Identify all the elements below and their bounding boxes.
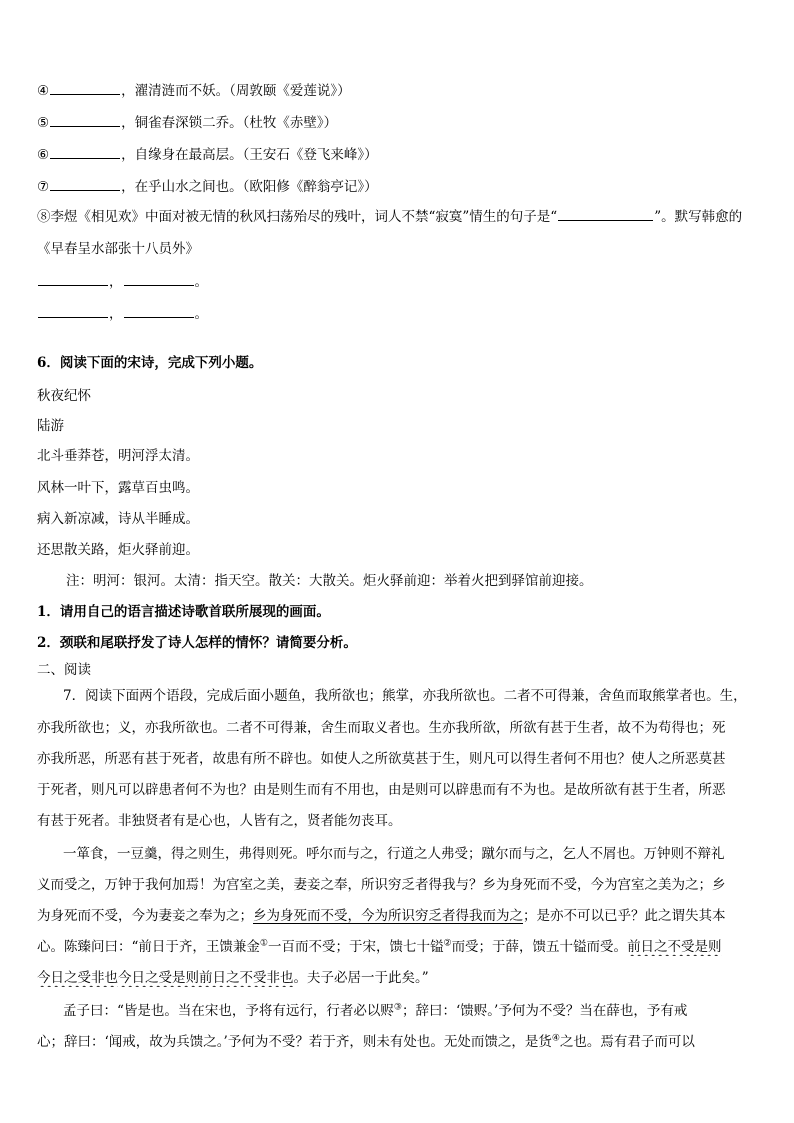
passage-line: 亦我所恶，所恶有甚于死者，故患有所不辟也。如使人之所欲莫甚于生，则凡可以得生者何不用也？使人之所恶莫甚	[37, 751, 726, 767]
passage-line: 义而受之，万钟于我何加焉！为宫室之美，妻妾之奉，所识穷乏者得我与？乡为身死而不受，今为宫室之美为之；乡	[37, 877, 726, 893]
passage-text: ；辞曰：‘馈赆。’予何为不受？当在薛也，予有戒	[401, 1003, 688, 1019]
poem-note: 注：明河：银河。太清：指天空。散关：大散关。炬火驿前迎：举着火把到驿馆前迎接。	[66, 573, 593, 589]
answer-blank[interactable]	[50, 114, 120, 127]
poem-line: 风林一叶下，露草百虫鸣。	[37, 480, 199, 496]
section-heading: 二、阅读	[37, 662, 91, 678]
item-text: ，自缘身在最高层。（王安石《登飞来峰》）	[121, 147, 378, 163]
poem-line: 病入新凉减，诗从半睡成。	[37, 511, 199, 527]
item-number: ⑥	[37, 147, 50, 163]
passage-line: 亦我所欲也；义，亦我所欲也。二者不可得兼，舍生而取义者也。生亦我所欲，所欲有甚于生者，故不为苟得也；死	[37, 720, 726, 736]
passage-text: 一百而不受；于宋，馈七十镒	[267, 939, 444, 955]
wavy-underlined-sentence: 前日之不受是则	[627, 939, 722, 955]
item-number: ④	[37, 83, 50, 99]
item-text: ，铜雀春深锁二乔。（杜牧《赤壁》）	[121, 115, 338, 131]
poet-name: 陆游	[37, 418, 64, 434]
footnote-marker: ②	[443, 938, 452, 949]
answer-blank[interactable]	[50, 82, 120, 95]
poem-title: 秋夜纪怀	[37, 388, 91, 404]
answer-blank[interactable]	[38, 305, 108, 318]
passage-text: 为身死而不受，今为妻妾之奉为之；	[37, 908, 253, 924]
item-5	[37, 114, 762, 132]
item-text: ，濯清涟而不妖。（周敦颐《爱莲说》）	[121, 83, 351, 99]
passage-text: 心。陈臻问曰：“前日于齐，王馈兼金	[37, 939, 260, 955]
answer-line-1	[37, 273, 762, 291]
answer-blank[interactable]	[124, 273, 194, 286]
wavy-underlined-sentence: 今日之受是则前日之不受非也	[118, 970, 294, 986]
passage-line: 有甚于死者。非独贤者有是心也，人皆有之，贤者能勿丧耳。	[37, 813, 402, 829]
answer-blank[interactable]	[124, 305, 194, 318]
answer-blank[interactable]	[50, 146, 120, 159]
item-number: ⑦	[37, 179, 50, 195]
poem-line: 北斗垂莽苍，明河浮太清。	[37, 448, 199, 464]
answer-blank[interactable]	[38, 273, 108, 286]
item-4	[37, 82, 762, 100]
passage-line: 于死者，则凡可以辟患者何不为也？由是则生而有不用也，由是则可以辟患而有不为也。是故所欲有甚于生者，所恶	[37, 782, 726, 798]
passage-text: ；是亦不可以已乎？此之谓失其本	[523, 908, 726, 924]
passage-line	[37, 1033, 762, 1051]
passage-text: 之也。焉有君子而可以	[559, 1034, 695, 1050]
footnote-marker: ③	[393, 1002, 402, 1013]
passage-text: 而受；于薛，馈五十镒而受。	[451, 939, 628, 955]
separator: ，	[109, 274, 123, 290]
sub-question-2: 2．颈联和尾联抒发了诗人怎样的情怀？请简要分析。	[37, 635, 357, 651]
item-text: ，在乎山水之间也。（欧阳修《醉翁亭记》）	[121, 179, 378, 195]
item-8-line-2	[37, 240, 762, 258]
answer-blank[interactable]	[50, 178, 120, 191]
item-text: ”。默写韩愈的	[654, 209, 743, 225]
poem-line: 还思散关路，炬火驿前迎。	[37, 542, 199, 558]
passage-line	[37, 969, 762, 987]
item-number: ⑤	[37, 115, 50, 131]
period: 。	[194, 274, 208, 290]
wavy-underlined-sentence: 今日之受非也	[37, 970, 118, 986]
answer-blank[interactable]	[558, 208, 653, 221]
passage-line: 7．阅读下面两个语段，完成后面小题鱼，我所欲也；熊掌，亦我所欲也。二者不可得兼，舍鱼而取熊掌者也。生，	[63, 688, 747, 704]
answer-line-2	[37, 305, 762, 323]
item-8-line-1	[37, 208, 762, 226]
passage-text: 心；辞曰：‘闻戒，故为兵馈之。’予何为不受？若于齐，则未有处也。无处而馈之，是货	[37, 1034, 552, 1050]
separator: ，	[109, 306, 123, 322]
footnote-marker: ①	[259, 938, 268, 949]
item-7	[37, 178, 762, 196]
sub-question-1: 1．请用自己的语言描述诗歌首联所展现的画面。	[37, 604, 330, 620]
passage-text: 孟子曰：“皆是也。当在宋也，予将有远行，行者必以赆	[63, 1003, 394, 1019]
passage-line	[37, 938, 762, 956]
period: 。	[194, 306, 208, 322]
question-6-title: 6．阅读下面的宋诗，完成下列小题。	[37, 355, 263, 371]
passage-line	[63, 1002, 762, 1020]
item-6	[37, 146, 762, 164]
passage-line: 一箪食，一豆羹，得之则生，弗得则死。呼尔而与之，行道之人弗受；蹴尔而与之，乞人不屑也。万钟则不辩礼	[63, 846, 725, 862]
item-text: ⑧李煜《相见欢》中面对被无情的秋风扫荡殆尽的残叶，词人不禁“寂寞”情生的句子是“	[37, 209, 558, 225]
underlined-sentence: 乡为身死而不受，今为所识穷乏者得我而为之	[253, 908, 523, 924]
passage-text: 。夫子必居一于此矣。”	[293, 970, 429, 986]
footnote-marker: ④	[551, 1033, 560, 1044]
passage-line	[37, 907, 762, 925]
item-text: 《早春呈水部张十八员外》	[37, 241, 199, 257]
